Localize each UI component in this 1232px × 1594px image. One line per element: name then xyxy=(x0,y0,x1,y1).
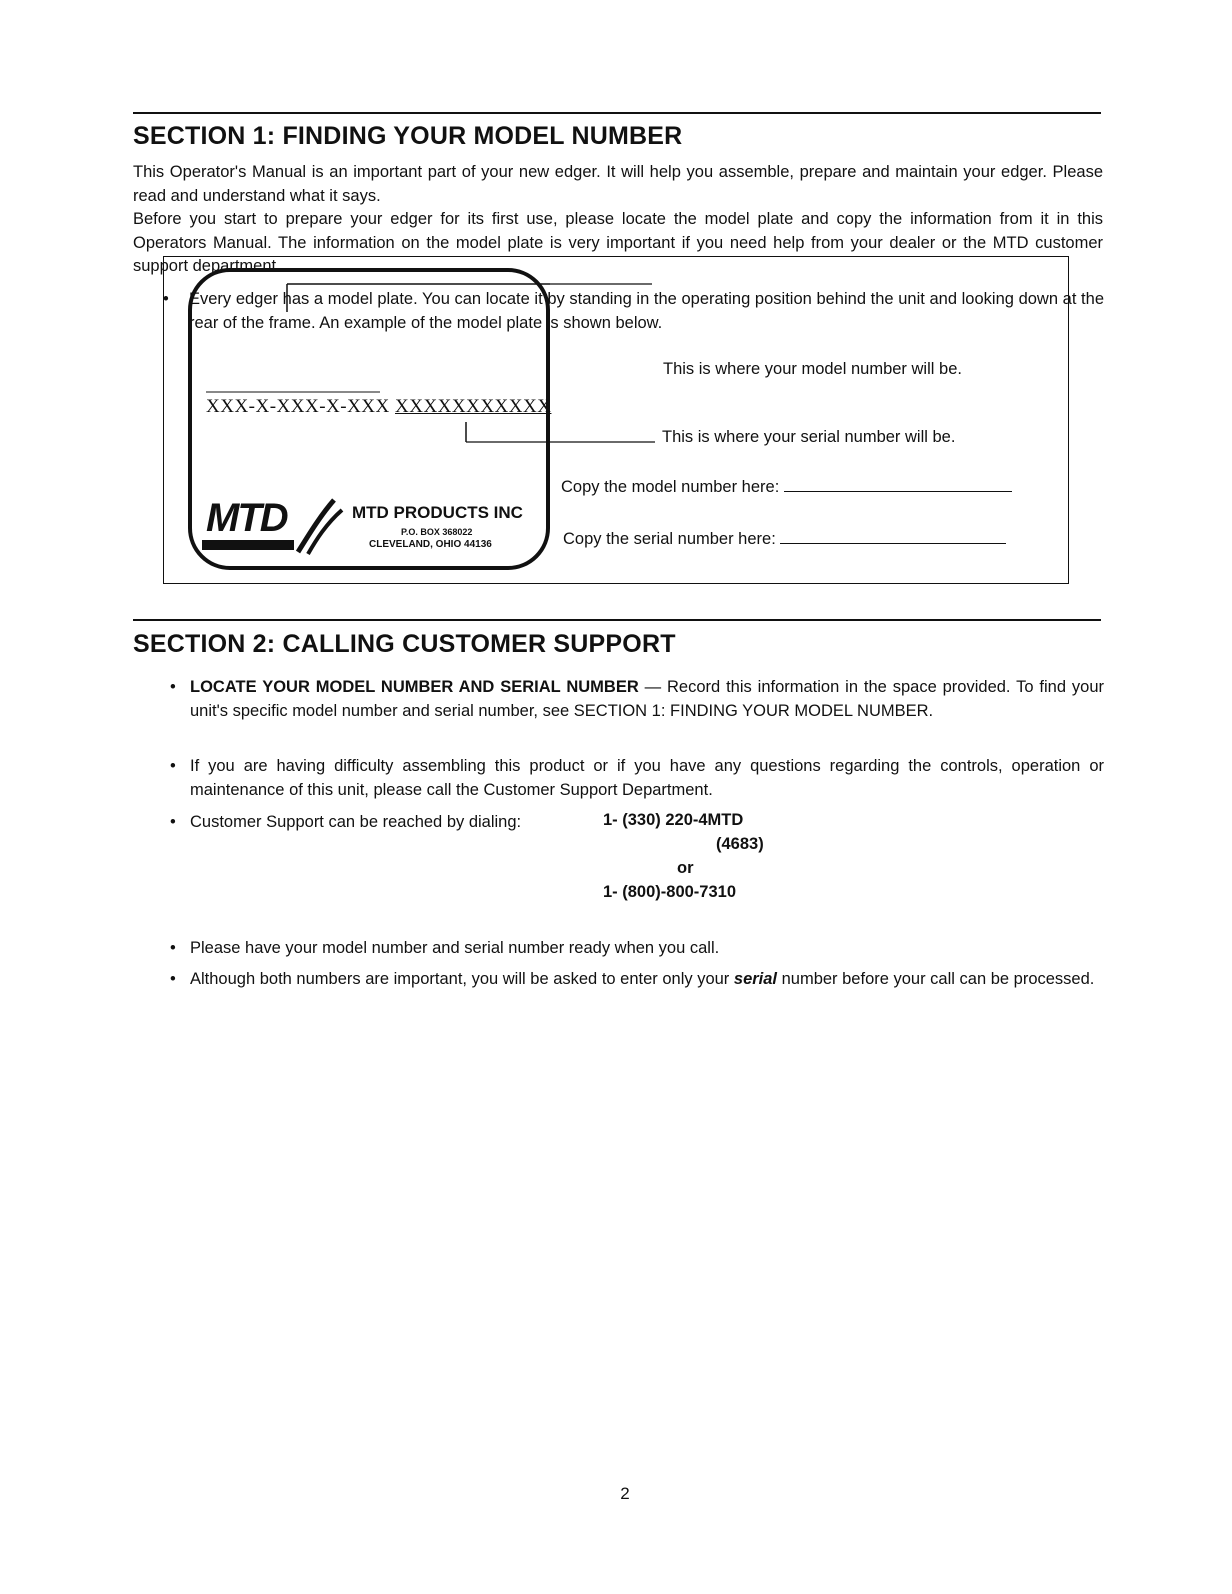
mtd-logo xyxy=(202,496,352,556)
bullet-icon: • xyxy=(170,678,176,696)
bullet-1-text: — Record this information in the space provided. To find your unit's specific model number and serial number, see SECTION 1: FINDING YOUR MODEL NUMBER. xyxy=(190,678,1104,720)
bullet-5-emphasis: serial xyxy=(733,970,778,988)
list-item xyxy=(170,968,1104,992)
bullet-5-text-b: number before your call can be processed. xyxy=(777,970,1095,988)
bullet-icon: • xyxy=(170,757,176,775)
section-1-intro: This Operator's Manual is an important part of your new edger. It will help you assemble, prepare and maintain your edger. Please read and understand what it says. xyxy=(133,163,1103,205)
mtd-logo-band xyxy=(202,540,294,550)
phone-number-primary: 1- (330) 220-4MTD xyxy=(603,811,744,829)
bullet-icon: • xyxy=(163,290,169,308)
copy-serial-label: Copy the serial number here: xyxy=(563,530,776,548)
model-number-callout: This is where your model number will be. xyxy=(663,360,962,378)
bullet-icon: • xyxy=(170,813,176,831)
list-item xyxy=(170,676,1104,723)
model-number-blank[interactable] xyxy=(784,491,1012,492)
copy-model-label: Copy the model number here: xyxy=(561,478,780,496)
list-item xyxy=(170,755,1104,802)
section-1-title: SECTION 1: FINDING YOUR MODEL NUMBER xyxy=(133,122,683,150)
list-item xyxy=(170,937,1104,961)
phone-or: or xyxy=(677,859,694,877)
copy-model-line xyxy=(561,478,1012,497)
section-1-bullet-text: Every edger has a model plate. You can locate it by standing in the operating position behind the unit and looking down at the rear of the frame. An example of the model plate is shown below. xyxy=(189,290,1104,332)
serial-number-callout: This is where your serial number will be. xyxy=(662,428,956,446)
mtd-logo-swoosh-icon xyxy=(290,496,350,556)
section-2-title: SECTION 2: CALLING CUSTOMER SUPPORT xyxy=(133,630,676,658)
bullet-2-text: If you are having difficulty assembling this product or if you have any questions regarding the controls, operation or maintenance of this unit, please call the Customer Support Department. xyxy=(190,757,1104,799)
plate-po-box: P.O. BOX 368022 xyxy=(401,527,473,537)
bullet-1-bold: LOCATE YOUR MODEL NUMBER AND SERIAL NUMBER xyxy=(190,678,639,696)
page-number: 2 xyxy=(620,1484,630,1503)
mtd-logo-wordmark: MTD xyxy=(206,496,287,540)
section-1-rule xyxy=(133,112,1101,114)
section-1-instructions: Before you start to prepare your edger for its first use, please locate the model plate and copy the information from it in this Operators Manual. The information on the model plate is very important if you need help from your dealer or the MTD customer support department. xyxy=(133,210,1103,275)
bullet-icon: • xyxy=(170,939,176,957)
bullet-4-text: Please have your model number and serial number ready when you call. xyxy=(190,939,720,957)
plate-city: CLEVELAND, OHIO 44136 xyxy=(369,539,492,550)
phone-number-primary-numeric: (4683) xyxy=(716,835,764,853)
copy-serial-line xyxy=(563,530,1006,549)
bullet-3-text: Customer Support can be reached by dialing: xyxy=(190,813,522,831)
bullet-icon: • xyxy=(170,970,176,988)
plate-serial-number: XXXXXXXXXXX xyxy=(395,396,552,417)
plate-company: MTD PRODUCTS INC xyxy=(352,503,523,522)
bullet-5-text-a: Although both numbers are important, you will be asked to enter only your xyxy=(190,970,734,988)
serial-number-blank[interactable] xyxy=(780,543,1006,544)
phone-number-secondary: 1- (800)-800-7310 xyxy=(603,883,736,901)
section-2-rule xyxy=(133,619,1101,621)
plate-model-number: XXX-X-XXX-X-XXX xyxy=(206,396,390,417)
